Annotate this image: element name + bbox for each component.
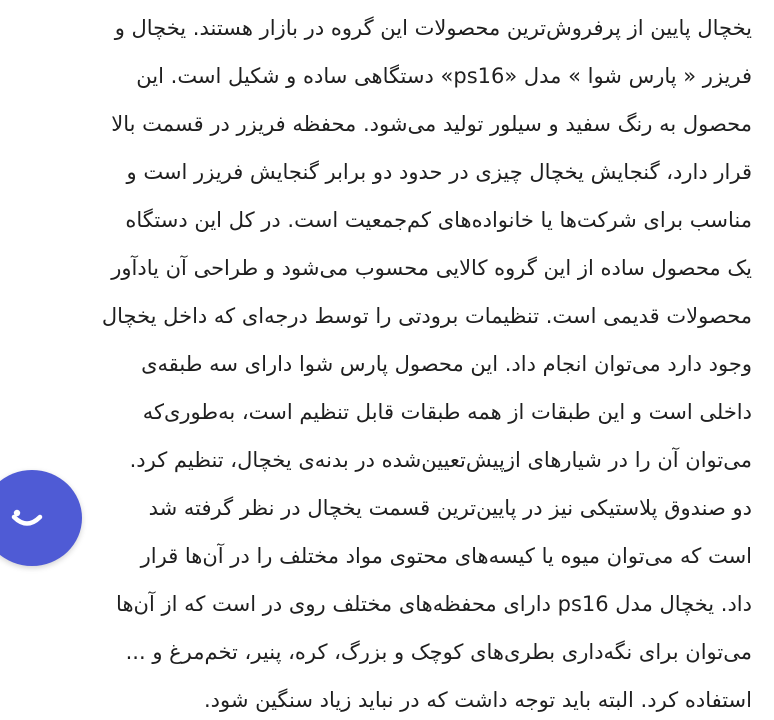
article-line: داخلی است و این طبقات از همه طبقات قابل تنظیم است، به‌طوری‌که — [142, 400, 752, 424]
article-line: وجود دارد می‌توان انجام داد. این محصول پارس شوا دارای سه طبقه‌ی — [141, 352, 752, 376]
article-line: یخچال پایین از پرفروش‌ترین محصولات این گروه در بازار هستند. یخچال و — [114, 16, 752, 40]
article-line: محصولات قدیمی است. تنظیمات برودتی را توسط درجه‌ای که داخل یخچال — [101, 304, 752, 328]
chat-smile-icon — [10, 500, 44, 534]
article-line: یک محصول ساده از این گروه کالایی محسوب می‌شود و طراحی آن یادآور — [111, 256, 752, 280]
article-line: مناسب برای شرکت‌ها یا خانواده‌های کم‌جمعیت است. در کل این دستگاه — [125, 208, 752, 232]
article-line: قرار دارد، گنجایش یخچال چیزی در حدود دو برابر گنجایش فریزر است و — [126, 160, 752, 184]
article-line: است که می‌توان میوه یا کیسه‌های محتوی مواد مختلف را در آن‌ها قرار — [140, 544, 752, 568]
article-line: می‌توان آن را در شیارهای ازپیش‌تعیین‌شده در بدنه‌ی یخچال، تنظیم کرد. — [129, 448, 752, 472]
article-line: استفاده کرد. البته باید توجه داشت که در نباید زیاد سنگین شود. — [203, 688, 752, 712]
article-line: فریزر « پارس شوا » مدل «ps16» دستگاهی ساده و شکیل است. این — [136, 64, 752, 88]
article-line: محصول به رنگ سفید و سیلور تولید می‌شود. محفظه فریزر در قسمت بالا — [111, 112, 752, 136]
article-line: دو صندوق پلاستیکی نیز در پایین‌ترین قسمت یخچال در نظر گرفته شد — [148, 496, 752, 520]
article-line: می‌توان برای نگه‌داری بطری‌های کوچک و بزرگ، کره، پنیر، تخم‌مرغ و ... — [125, 640, 752, 664]
article-line: داد. یخچال مدل ps16 دارای محفظه‌های مختلف روی در است که از آن‌ها — [116, 592, 752, 616]
